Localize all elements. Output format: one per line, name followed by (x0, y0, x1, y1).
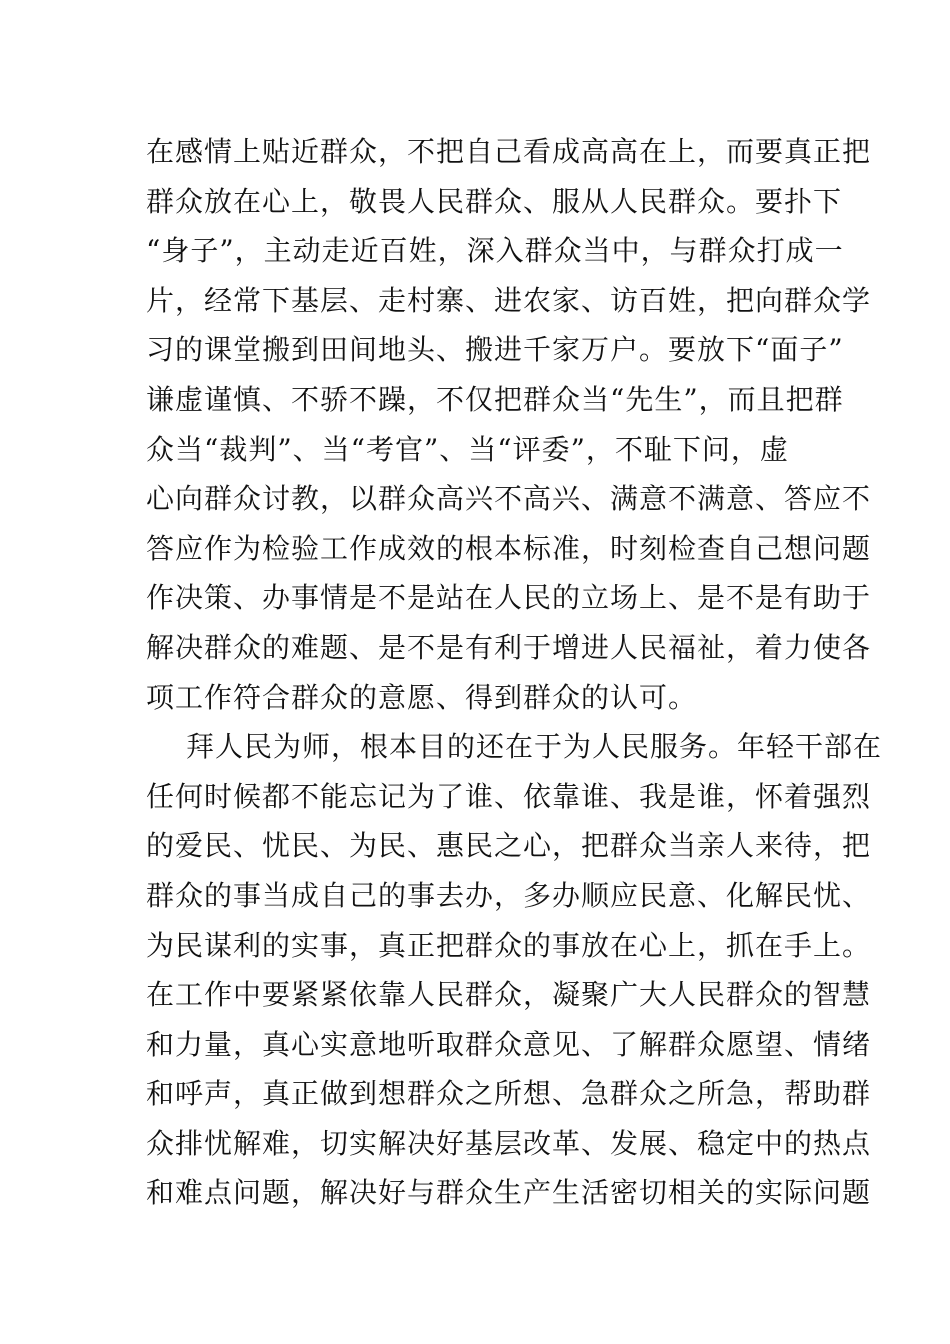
text-line: 群众放在心上，敬畏人民群众、服从人民群众。要扑下 (146, 184, 843, 218)
body-text (146, 127, 883, 1218)
text-line: 作决策、办事情是不是站在人民的立场上、是不是有助于 (146, 581, 872, 615)
text-line: 众当“裁判”、当“考官”、当“评委”，不耻下问，虚 (146, 432, 789, 466)
text-line: 项工作符合群众的意愿、得到群众的认可。 (146, 680, 698, 714)
text-line: 在感情上贴近群众，不把自己看成高高在上，而要真正把 (146, 135, 872, 168)
text-line: 的爱民、忧民、为民、惠民之心，把群众当亲人来待，把 (146, 829, 872, 863)
text-line: 和呼声，真正做到想群众之所想、急群众之所急，帮助群 (146, 1077, 872, 1111)
text-line: 众排忧解难，切实解决好基层改革、发展、稳定中的热点 (146, 1126, 872, 1160)
text-line: 为民谋利的实事，真正把群众的事放在心上，抓在手上。 (146, 928, 872, 962)
text-line: 谦虚谨慎、不骄不躁，不仅把群众当“先生”，而且把群 (146, 382, 844, 416)
text-line: “身子”，主动走近百姓，深入群众当中，与群众打成一 (146, 234, 844, 268)
text-line: 答应作为检验工作成效的根本标准，时刻检查自己想问题 (146, 531, 872, 565)
text-line: 心向群众讨教，以群众高兴不高兴、满意不满意、答应不 (146, 482, 872, 516)
text-line: 和难点问题，解决好与群众生产生活密切相关的实际问题 (146, 1176, 872, 1210)
paragraph-first-line: 拜人民为师，根本目的还在于为人民服务。年轻干部在 (186, 730, 883, 764)
text-line: 习的课堂搬到田间地头、搬进千家万户。要放下“面子” (146, 333, 844, 367)
text-line: 任何时候都不能忘记为了谁、依靠谁、我是谁，怀着强烈 (146, 779, 872, 813)
text-line: 群众的事当成自己的事去办，多办顺应民意、化解民忧、 (146, 878, 872, 912)
text-line: 和力量，真心实意地听取群众意见、了解群众愿望、情绪 (146, 1027, 872, 1061)
text-line: 解决群众的难题、是不是有利于增进人民福祉，着力使各 (146, 630, 872, 664)
text-line: 片，经常下基层、走村寨、进农家、访百姓，把向群众学 (146, 283, 872, 317)
text-line: 在工作中要紧紧依靠人民群众，凝聚广大人民群众的智慧 (146, 978, 872, 1012)
